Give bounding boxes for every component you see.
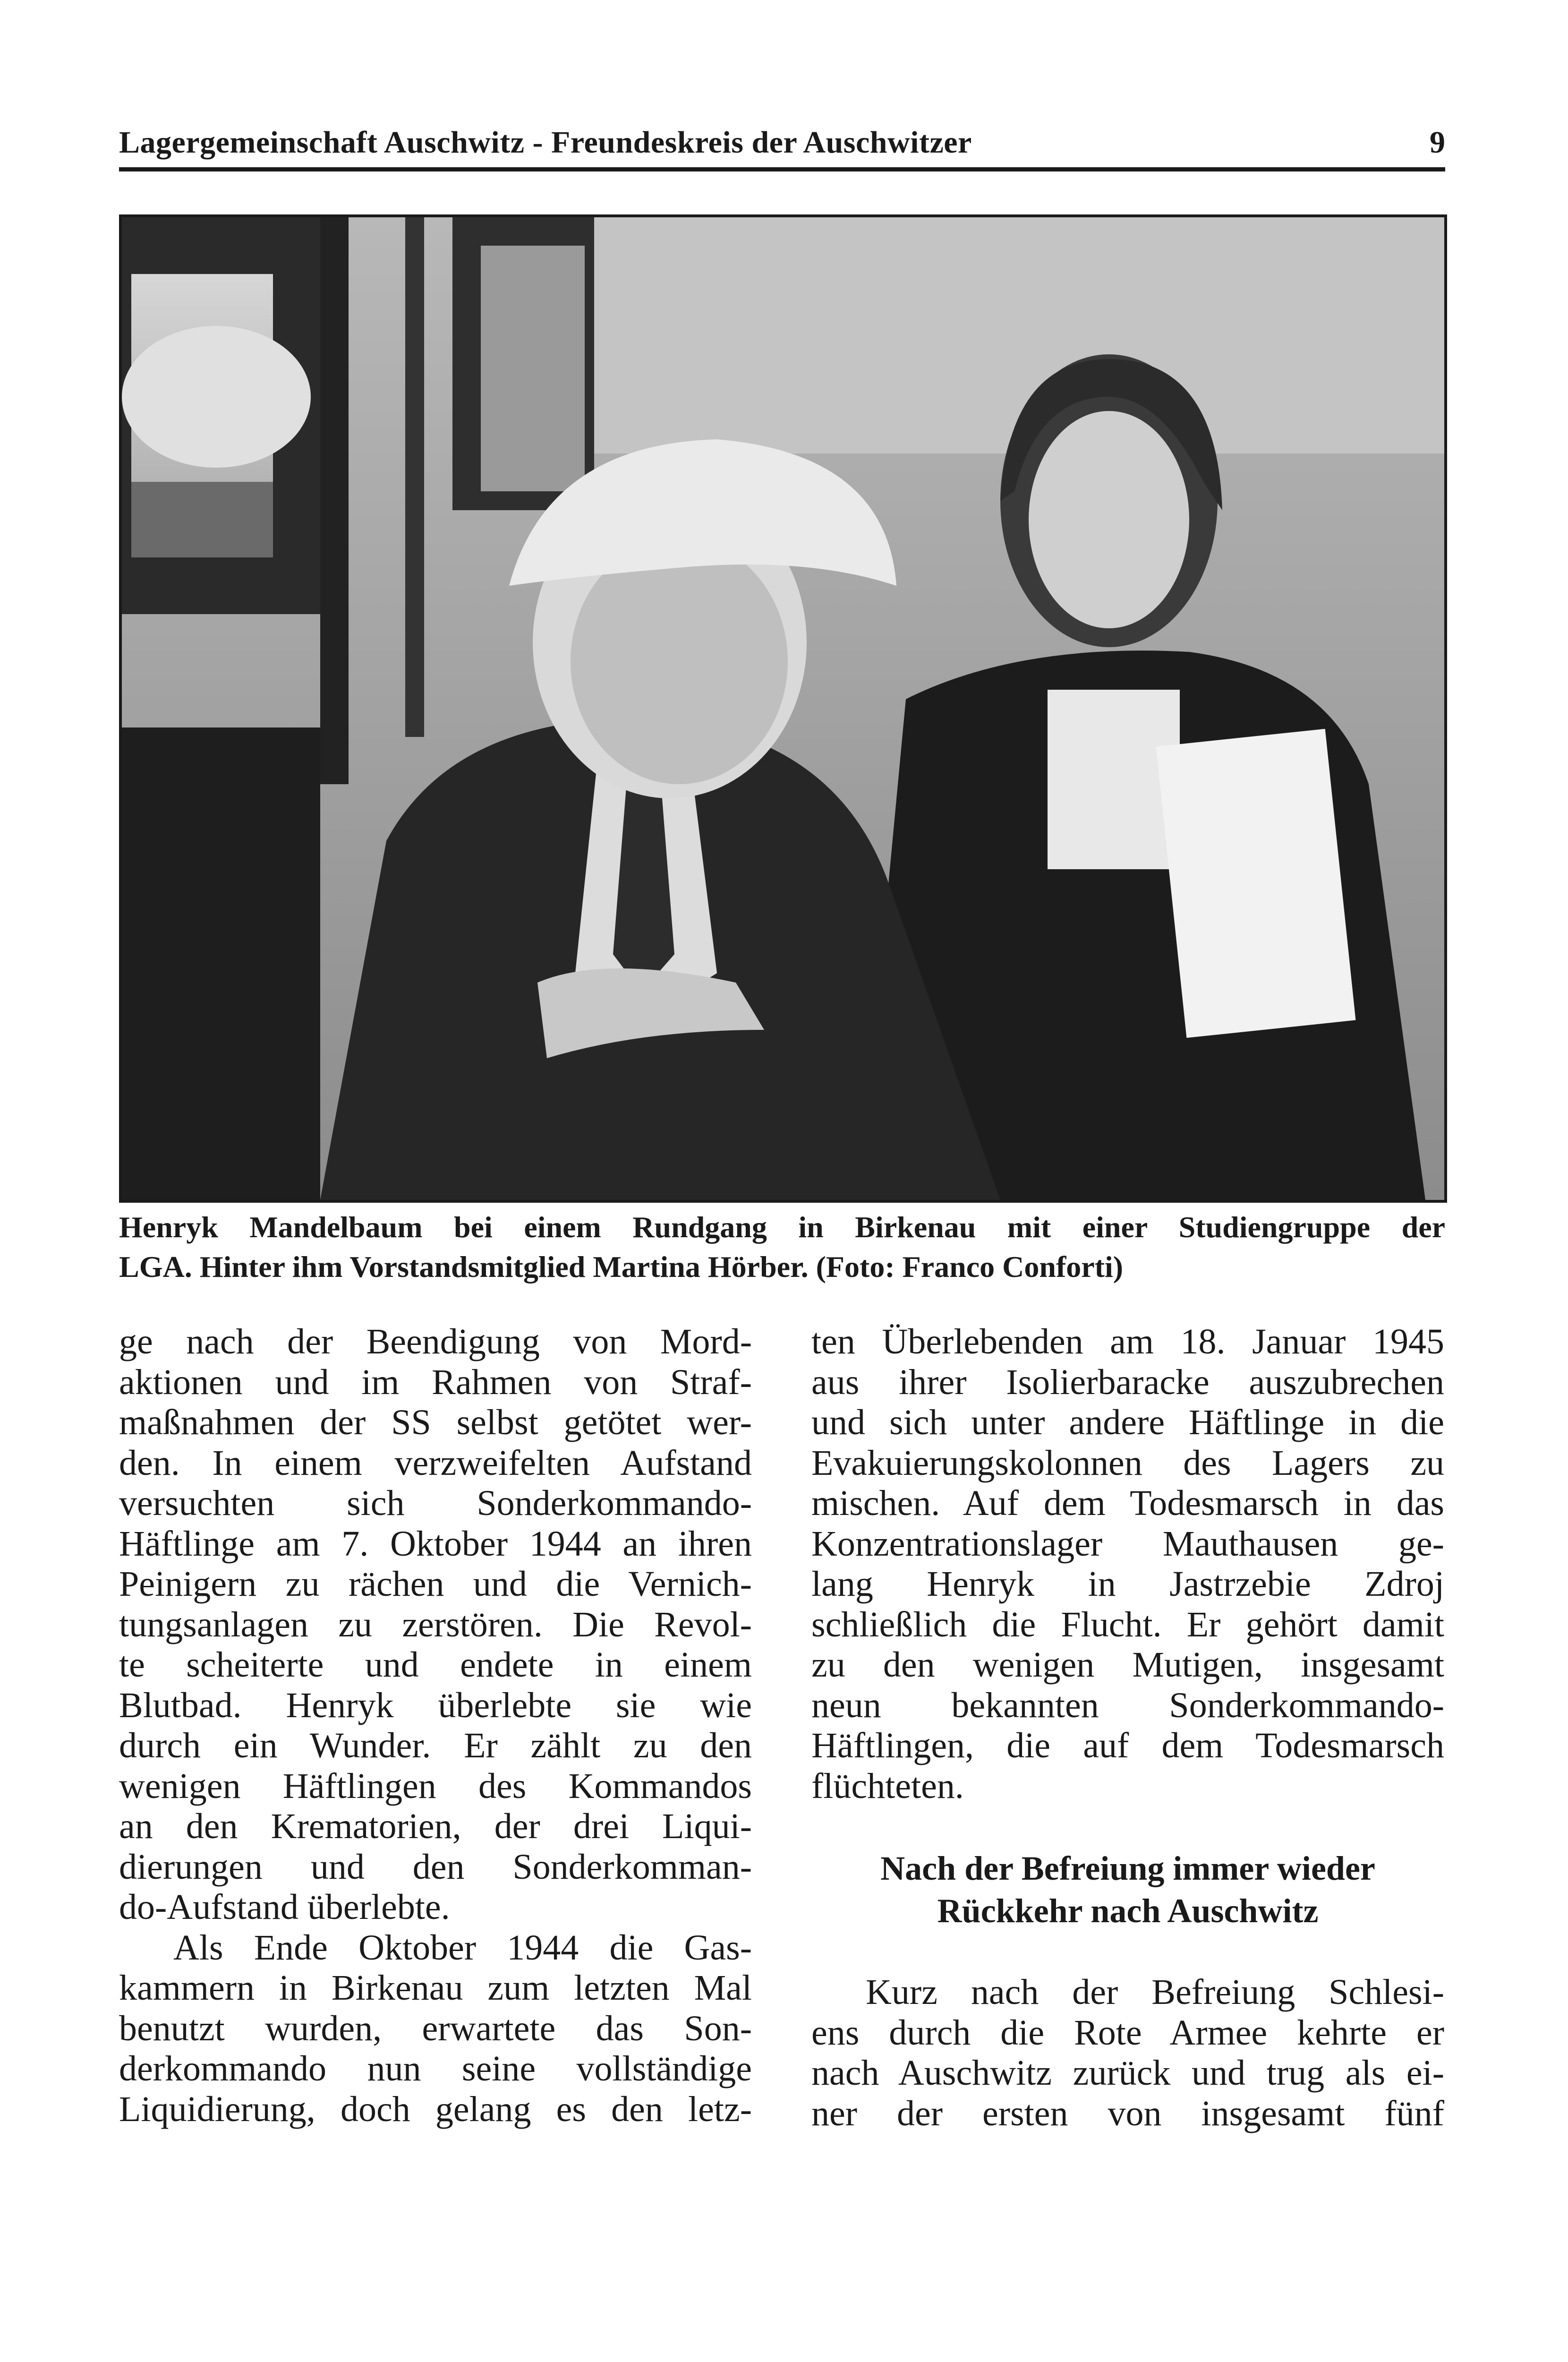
left-column bbox=[119, 1322, 752, 2130]
body-line: Evakuierungskolonnen des Lagers zu bbox=[811, 1443, 1444, 1483]
page-number: 9 bbox=[1430, 125, 1445, 160]
spacer bbox=[811, 1806, 1444, 1847]
body-line: Peinigern zu rächen und die Vernich- bbox=[119, 1564, 752, 1604]
body-line: maßnahmen der SS selbst getötet wer- bbox=[119, 1403, 752, 1442]
body-line: ens durch die Rote Armee kehrte er bbox=[811, 2012, 1444, 2053]
body-line: Konzentrationslager Mauthausen ge- bbox=[811, 1523, 1444, 1564]
body-line: nach Auschwitz zurück und trug als ei- bbox=[811, 2053, 1444, 2093]
body-line: und sich unter andere Häftlinge in die bbox=[811, 1403, 1444, 1442]
body-line: ner der ersten von insgesamt fünf bbox=[811, 2093, 1444, 2133]
body-line: mischen. Auf dem Todesmarsch in das bbox=[811, 1483, 1444, 1523]
body-line: flüchteten. bbox=[811, 1766, 964, 1806]
body-line: versuchten sich Sonderkommando- bbox=[119, 1483, 752, 1523]
right-column bbox=[811, 1322, 1444, 2134]
body-line: schließlich die Flucht. Er gehört damit bbox=[811, 1604, 1444, 1644]
body-line: aktionen und im Rahmen von Straf- bbox=[119, 1362, 752, 1402]
body-line: den. In einem verzweifelten Aufstand bbox=[119, 1443, 752, 1483]
caption-line: LGA. Hinter ihm Vorstandsmitglied Martina Hörber. (Foto: Franco Conforti) bbox=[119, 1250, 1124, 1284]
body-line: lang Henryk in Jastrzebie Zdroj bbox=[811, 1564, 1444, 1604]
spacer bbox=[811, 1932, 1444, 1973]
body-line: wenigen Häftlingen des Kommandos bbox=[119, 1766, 752, 1806]
body-line: Häftlingen, die auf dem Todesmarsch bbox=[811, 1726, 1444, 1765]
body-line: ge nach der Beendigung von Mord- bbox=[119, 1322, 752, 1361]
body-line: do-Aufstand überlebte. bbox=[119, 1887, 450, 1927]
body-line: Liquidierung, doch gelang es den letz- bbox=[119, 2089, 752, 2129]
body-line: dierungen und den Sonderkomman- bbox=[119, 1847, 752, 1887]
body-line: durch ein Wunder. Er zählt zu den bbox=[119, 1726, 752, 1765]
body-line: kammern in Birkenau zum letzten Mal bbox=[119, 1968, 752, 2008]
body-line: tungsanlagen zu zerstören. Die Revol- bbox=[119, 1604, 752, 1644]
body-line: benutzt wurden, erwartete das Son- bbox=[119, 2008, 752, 2048]
header-title: Lagergemeinschaft Auschwitz - Freundeskreis der Auschwitzer bbox=[119, 125, 972, 160]
running-header bbox=[119, 115, 1445, 171]
body-line: Häftlinge am 7. Oktober 1944 an ihren bbox=[119, 1523, 752, 1564]
body-line: zu den wenigen Mutigen, insgesamt bbox=[811, 1645, 1444, 1685]
photo-illustration bbox=[122, 217, 1444, 1200]
body-line: te scheiterte und endete in einem bbox=[119, 1645, 752, 1685]
body-line: neun bekannten Sonderkommando- bbox=[811, 1685, 1444, 1725]
photo-caption bbox=[119, 1207, 1445, 1287]
caption-line: Henryk Mandelbaum bei einem Rundgang in Birkenau mit einer Studiengruppe der bbox=[119, 1210, 1445, 1244]
section-heading: Nach der Befreiung immer wieder bbox=[880, 1849, 1375, 1887]
body-line: ten Überlebenden am 18. Januar 1945 bbox=[811, 1322, 1444, 1361]
section-heading: Rückkehr nach Auschwitz bbox=[937, 1891, 1319, 1930]
body-line: Kurz nach der Befreiung Schlesi- bbox=[866, 1972, 1444, 2012]
article-photo bbox=[119, 214, 1447, 1203]
body-line: Blutbad. Henryk überlebte sie wie bbox=[119, 1685, 752, 1725]
body-line: aus ihrer Isolierbaracke auszubrechen bbox=[811, 1362, 1444, 1402]
body-line: an den Krematorien, der drei Liqui- bbox=[119, 1806, 752, 1846]
body-line: derkommando nun seine vollständige bbox=[119, 2049, 752, 2088]
body-line: Als Ende Oktober 1944 die Gas- bbox=[173, 1927, 752, 1968]
